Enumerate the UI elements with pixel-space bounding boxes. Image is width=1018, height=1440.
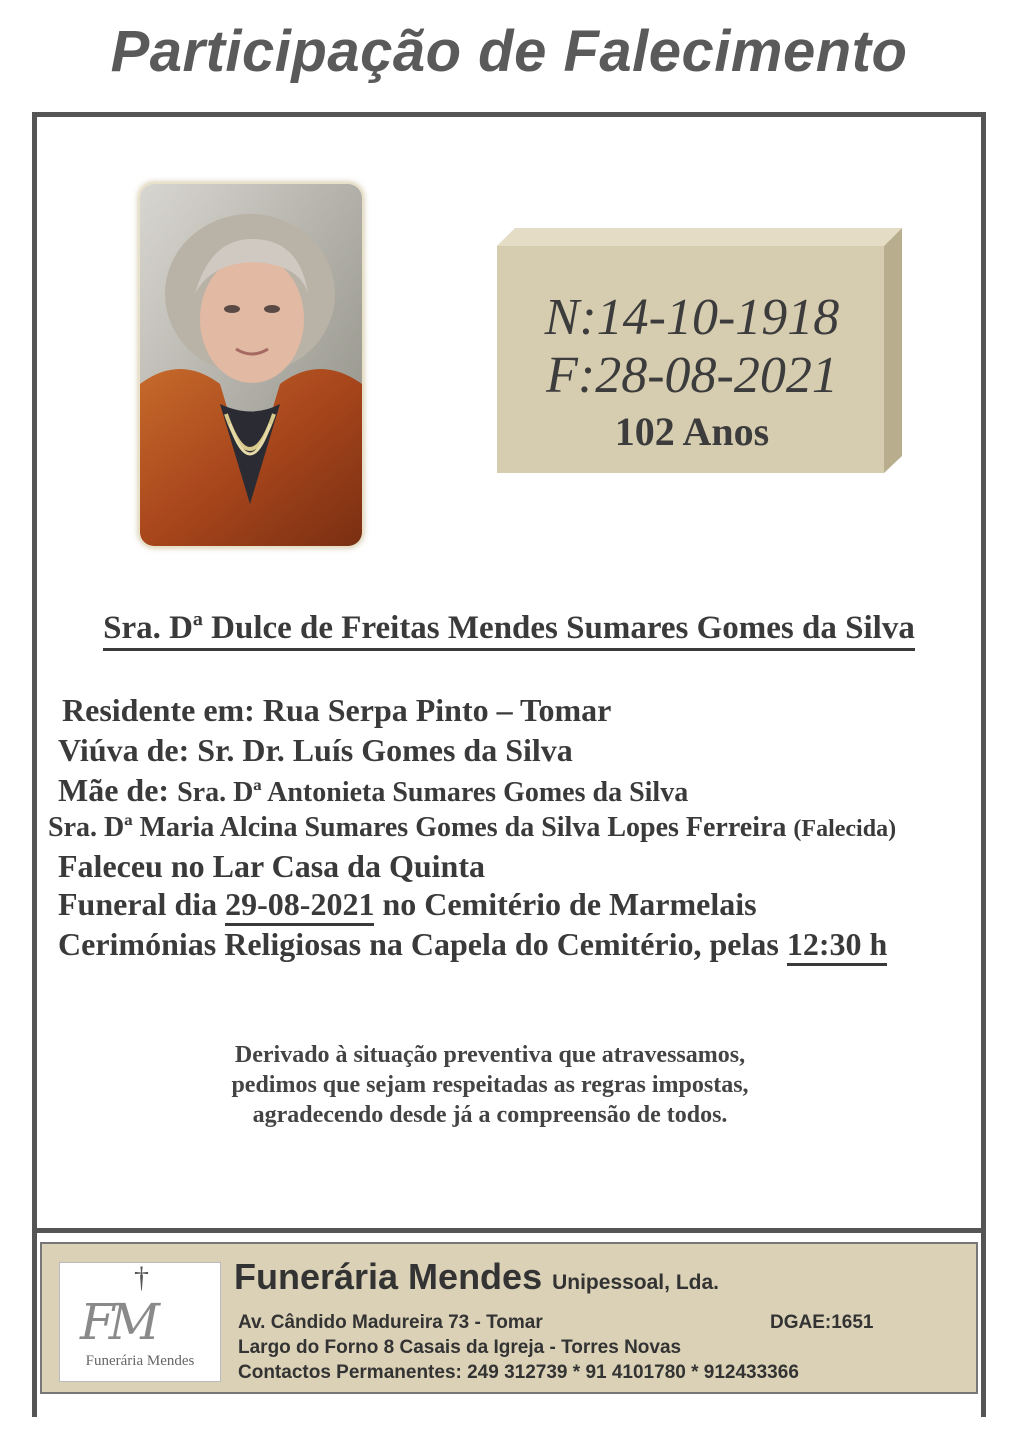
funeral-suffix: no Cemitério de Marmelais xyxy=(374,886,757,922)
residence-line: Residente em: Rua Serpa Pinto – Tomar xyxy=(62,692,612,728)
address-1: Av. Cândido Madureira 73 - Tomar xyxy=(238,1312,543,1333)
funeral-home-footer xyxy=(40,1242,978,1394)
child-2-line xyxy=(48,812,896,844)
age-text: 102 Anos xyxy=(614,409,770,454)
notice-line-1: Derivado à situação preventiva que atravessamos, xyxy=(234,1042,746,1068)
deceased-name-text: Sra. Dª Dulce de Freitas Mendes Sumares Gomes da Silva xyxy=(103,610,915,651)
company-suffix: Unipessoal, Lda. xyxy=(552,1271,719,1294)
child-1: Sra. Dª Antonieta Sumares Gomes da Silva xyxy=(177,777,689,808)
dates-stone-box xyxy=(497,228,902,473)
funeral-line xyxy=(58,886,757,923)
mother-line xyxy=(58,772,688,809)
company-name-text: Funerária Mendes xyxy=(234,1256,543,1297)
company-name xyxy=(234,1256,719,1298)
address-2: Largo do Forno 8 Casais da Igreja - Torres Novas xyxy=(238,1337,682,1358)
mother-label: Mãe de: xyxy=(58,772,178,808)
notice-line-2: pedimos que sejam respeitadas as regras impostas, xyxy=(231,1072,749,1098)
covid-notice xyxy=(0,1040,980,1130)
ceremony-prefix: Cerimónias Religiosas na Capela do Cemitério, pelas xyxy=(58,926,787,962)
contacts: Contactos Permanentes: 249 312739 * 91 4101780 * 912433366 xyxy=(238,1362,799,1383)
portrait-photo xyxy=(138,182,364,548)
logo-monogram: FM xyxy=(80,1293,154,1351)
child-2-note: (Falecida) xyxy=(793,816,897,842)
birth-date: N:14-10-1918 xyxy=(544,289,840,346)
deceased-name xyxy=(48,610,970,647)
death-date: F:28-08-2021 xyxy=(546,347,838,404)
logo-name: Funerária Mendes xyxy=(85,1353,195,1369)
dgae-number: DGAE:1651 xyxy=(770,1312,874,1333)
company-logo xyxy=(59,1262,221,1382)
notice-line-3: agradecendo desde já a compreensão de todos. xyxy=(252,1102,728,1128)
cross-icon: † xyxy=(134,1261,149,1294)
widow-line: Viúva de: Sr. Dr. Luís Gomes da Silva xyxy=(58,732,573,768)
page-title: Participação de Falecimento xyxy=(110,19,908,84)
ceremony-line xyxy=(58,926,887,963)
frame-divider xyxy=(32,1228,986,1233)
funeral-prefix: Funeral dia xyxy=(58,886,226,922)
funeral-date: 29-08-2021 xyxy=(225,886,374,926)
died-at-line: Faleceu no Lar Casa da Quinta xyxy=(58,848,485,884)
child-2: Sra. Dª Maria Alcina Sumares Gomes da Silva Lopes Ferreira xyxy=(48,812,787,843)
ceremony-time: 12:30 h xyxy=(787,926,887,966)
portrait-image xyxy=(140,184,362,546)
